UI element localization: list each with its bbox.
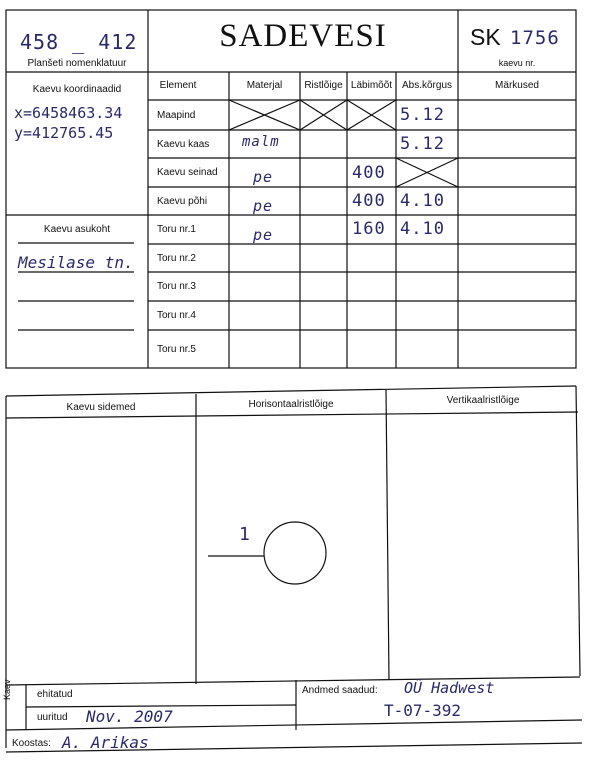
- row-element: Kaevu seinad: [157, 167, 218, 178]
- row-materjal: malm: [242, 134, 280, 150]
- row-element: Toru nr.4: [157, 310, 196, 321]
- coords-label: Kaevu koordinaadid: [32, 84, 122, 95]
- koostas-value: A. Arikas: [62, 733, 149, 752]
- koostas-label: Koostas:: [12, 738, 51, 749]
- col-element: Element: [159, 80, 197, 91]
- sheet-code: 458 _ 412: [20, 30, 138, 54]
- col-materjal: Materjal: [246, 80, 283, 91]
- section-sidemed: Kaevu sidemed: [66, 402, 136, 413]
- row-element: Kaevu põhi: [157, 195, 208, 207]
- kaev-label: Kaev: [2, 679, 12, 700]
- page-title: SADEVESI: [219, 18, 387, 54]
- location-label: Kaevu asukoht: [43, 224, 111, 235]
- andmed-value-1: OÜ Hadwest: [404, 679, 495, 697]
- well-prefix: SK: [470, 24, 501, 50]
- row-element: Toru nr.3: [157, 281, 196, 292]
- sheet-label: Planšeti nomenklatuur: [27, 58, 127, 69]
- ehitatud-label: ehitatud: [37, 689, 73, 700]
- coord-y: y=412765.45: [14, 124, 114, 142]
- uuritud-label: uuritud: [37, 712, 68, 723]
- row-abs: 4.10: [400, 191, 445, 211]
- row-labimoot: 160: [352, 219, 386, 239]
- row-abs: 4.10: [400, 219, 445, 239]
- row-element: Toru nr.2: [157, 252, 196, 264]
- section-horisontaal: Horisontaalristlõige: [248, 399, 334, 410]
- row-element: Toru nr.5: [157, 343, 196, 355]
- andmed-value-2: T-07-392: [384, 701, 462, 720]
- col-markused: Märkused: [495, 80, 539, 91]
- row-materjal: pe: [253, 226, 274, 244]
- col-labimoot: Läbimõõt: [350, 80, 393, 91]
- row-materjal: pe: [253, 197, 274, 215]
- row-abs: 5.12: [400, 105, 445, 125]
- row-element: Kaevu kaas: [157, 138, 210, 150]
- row-labimoot: 400: [352, 163, 386, 183]
- row-abs: 5.12: [400, 134, 445, 154]
- location-value: Mesilase tn.: [18, 253, 134, 272]
- section-vertikaal: Vertikaalristlõige: [446, 395, 520, 406]
- row-labimoot: 400: [352, 191, 386, 211]
- andmed-label: Andmed saadud:: [302, 685, 378, 696]
- uuritud-value: Nov. 2007: [86, 707, 173, 726]
- row-element: Maapind: [157, 109, 196, 121]
- row-element: Toru nr.1: [157, 224, 196, 235]
- row-materjal: pe: [253, 168, 274, 186]
- col-ristloige: Ristlõige: [304, 80, 343, 91]
- col-abs: Abs.kõrgus: [401, 80, 453, 91]
- coord-x: x=6458463.34: [14, 104, 123, 122]
- pipe-label: 1: [239, 524, 251, 545]
- well-label: kaevu nr.: [498, 58, 536, 68]
- well-number: 1756: [510, 27, 560, 49]
